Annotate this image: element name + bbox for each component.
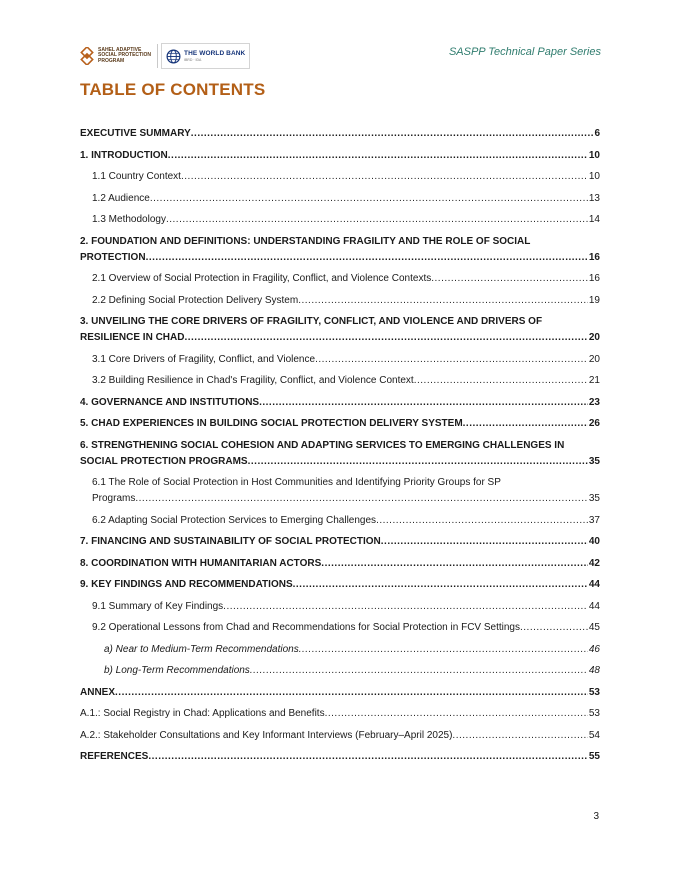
toc-entry-page: 19 (588, 294, 600, 306)
toc-entry[interactable] (80, 314, 600, 346)
toc-entry-page: 13 (588, 192, 600, 204)
toc-entry-title-line: 2. FOUNDATION AND DEFINITIONS: UNDERSTANDING FRAGILITY AND THE ROLE OF SOCIAL (80, 235, 531, 247)
toc-entry-page: 46 (588, 643, 600, 655)
toc-entry-page: 20 (588, 353, 600, 365)
toc-entry-page: 45 (588, 622, 600, 633)
toc-entry-page: 44 (588, 579, 600, 590)
dot-leader (148, 749, 588, 765)
toc-entry[interactable] (80, 212, 600, 228)
world-bank-subtitle: IBRD · IDA (184, 58, 202, 62)
toc-entry[interactable] (80, 416, 600, 432)
world-bank-name: THE WORLD BANK (184, 50, 246, 57)
dot-leader (223, 599, 588, 615)
dot-leader (168, 148, 588, 164)
series-title: SASPP Technical Paper Series (448, 46, 601, 58)
toc-entry[interactable] (80, 352, 600, 368)
dot-leader (431, 271, 588, 287)
toc-entry-title: 5. CHAD EXPERIENCES IN BUILDING SOCIAL PROTECTION DELIVERY SYSTEM (80, 418, 463, 429)
world-bank-logo (161, 43, 250, 69)
dot-leader (299, 642, 588, 658)
toc-entry-title: 1.3 Methodology (92, 214, 166, 225)
toc-entry[interactable] (80, 749, 600, 765)
toc-entry[interactable] (80, 191, 600, 207)
toc-entry-title: 1.2 Audience (92, 192, 150, 204)
toc-entry[interactable] (80, 475, 600, 507)
toc-entry-title: SOCIAL PROTECTION PROGRAMS (80, 455, 248, 467)
toc-entry-page: 16 (588, 273, 600, 284)
toc-entry-title: 9.2 Operational Lessons from Chad and Recommendations for Social Protection in FCV Settings (92, 622, 520, 633)
toc-entry-title: A.1.: Social Registry in Chad: Applications and Benefits (80, 708, 325, 719)
toc-entry-page: 21 (588, 375, 600, 386)
toc-entry-title: EXECUTIVE SUMMARY (80, 128, 191, 139)
toc-entry-title-line: 6.1 The Role of Social Protection in Host Communities and Identifying Priority Groups for SP (92, 477, 501, 488)
toc-entry-title: 3.2 Building Resilience in Chad's Fragility, Conflict, and Violence Context (92, 375, 414, 386)
toc-entry-page: 16 (588, 251, 600, 263)
dot-leader (191, 126, 594, 142)
toc-entry[interactable] (80, 620, 600, 636)
toc-entry[interactable] (80, 577, 600, 593)
dot-leader (376, 513, 588, 529)
toc-entry-page: 10 (588, 171, 600, 182)
toc-entry-page: 53 (588, 686, 600, 698)
toc-entry-page: 37 (588, 514, 600, 526)
toc-entry-page: 53 (588, 708, 600, 719)
saspp-logo-text: SAHEL ADAPTIVE SOCIAL PROTECTION PROGRAM (98, 46, 151, 64)
dot-leader (381, 534, 588, 550)
toc-entry-title: 6.2 Adapting Social Protection Services to Emerging Challenges (92, 514, 377, 526)
dot-leader (150, 191, 588, 207)
knot-icon (80, 47, 94, 65)
toc-entry[interactable] (80, 534, 600, 550)
toc-entry[interactable] (80, 373, 600, 389)
dot-leader (181, 169, 588, 185)
toc-entry-title: 2.2 Defining Social Protection Delivery System (92, 294, 299, 306)
toc-entry-title-line: 3. UNVEILING THE CORE DRIVERS OF FRAGILITY, CONFLICT, AND VIOLENCE AND DRIVERS OF (80, 316, 543, 327)
toc-entry-page: 14 (588, 214, 600, 225)
toc-entry-title: 1. INTRODUCTION (80, 149, 168, 161)
toc-entry-page: 26 (588, 418, 600, 429)
toc-entry-page: 42 (588, 557, 600, 569)
toc-entry[interactable] (80, 395, 600, 411)
toc-entry-page: 10 (588, 149, 600, 161)
toc-entry-title: 1.1 Country Context (92, 171, 181, 182)
toc-entry-title: 4. GOVERNANCE AND INSTITUTIONS (80, 396, 260, 408)
toc-entry[interactable] (80, 126, 600, 142)
toc-entry-title: 9.1 Summary of Key Findings (92, 600, 224, 612)
toc-entry[interactable] (80, 728, 600, 744)
dot-leader (184, 330, 587, 346)
toc-entry-page: 35 (588, 493, 600, 504)
dot-leader (135, 491, 588, 507)
toc-entry-title: ANNEX (80, 686, 116, 698)
dot-leader (146, 250, 588, 266)
toc-entry-title: 3.1 Core Drivers of Fragility, Conflict, and Violence (92, 353, 316, 365)
dot-leader (259, 395, 588, 411)
toc-entry[interactable] (80, 293, 600, 309)
toc-entry[interactable] (80, 169, 600, 185)
dot-leader (115, 685, 588, 701)
toc-entry[interactable] (80, 556, 600, 572)
toc-entry-title: 8. COORDINATION WITH HUMANITARIAN ACTORS (80, 557, 322, 569)
dot-leader (325, 706, 588, 722)
toc-entry-page: 48 (588, 665, 600, 676)
toc-entry-page: 23 (588, 396, 600, 408)
toc-entry-title: REFERENCES (80, 751, 149, 762)
toc-entry[interactable] (80, 148, 600, 164)
toc-entry[interactable] (80, 513, 600, 529)
toc-entry-page: 44 (588, 600, 600, 612)
dot-leader (520, 620, 588, 636)
toc-entry-page: 35 (588, 455, 600, 467)
dot-leader (414, 373, 588, 389)
globe-icon (166, 49, 181, 64)
toc-entry-page: 55 (588, 751, 600, 762)
toc-entry-page: 54 (588, 729, 600, 741)
toc-entry-title: a) Near to Medium-Term Recommendations (104, 643, 299, 655)
toc-entry[interactable] (80, 234, 600, 266)
toc-entry-page: 20 (588, 332, 600, 343)
dot-leader (250, 663, 588, 679)
toc-entry[interactable] (80, 642, 600, 658)
toc-entry[interactable] (80, 685, 600, 701)
toc-entry-page: 6 (594, 128, 600, 139)
dot-leader (298, 293, 588, 309)
toc-entry[interactable] (80, 706, 600, 722)
dot-leader (166, 212, 588, 228)
toc-entry-title: 2.1 Overview of Social Protection in Fragility, Conflict, and Violence Contexts (92, 273, 432, 284)
toc-entry[interactable] (80, 271, 600, 287)
saspp-logo (80, 47, 154, 65)
dot-leader (248, 454, 588, 470)
dot-leader (293, 577, 588, 593)
toc-entry-title: b) Long-Term Recommendations (104, 665, 250, 676)
dot-leader (321, 556, 588, 572)
toc-entry-title: PROTECTION (80, 251, 146, 263)
toc-entry-title: RESILIENCE IN CHAD (80, 332, 185, 343)
dot-leader (315, 352, 588, 368)
toc-entry-title: A.2.: Stakeholder Consultations and Key Informant Interviews (February–April 2025) (80, 729, 453, 741)
table-of-contents (80, 126, 600, 771)
toc-title: TABLE OF CONTENTS (80, 80, 266, 99)
logo-divider (157, 44, 158, 68)
header-logos (80, 42, 250, 70)
toc-entry[interactable] (80, 438, 600, 470)
toc-entry-title: 9. KEY FINDINGS AND RECOMMENDATIONS (80, 579, 293, 590)
page-number: 3 (593, 811, 599, 822)
toc-entry[interactable] (80, 663, 600, 679)
dot-leader (452, 728, 587, 744)
toc-entry-page: 40 (588, 536, 600, 547)
toc-entry[interactable] (80, 599, 600, 615)
toc-entry-title: 7. FINANCING AND SUSTAINABILITY OF SOCIAL PROTECTION (80, 536, 381, 547)
toc-entry-title-line: 6. STRENGTHENING SOCIAL COHESION AND ADAPTING SERVICES TO EMERGING CHALLENGES IN (80, 439, 565, 451)
toc-entry-title: Programs (92, 493, 136, 504)
dot-leader (463, 416, 588, 432)
